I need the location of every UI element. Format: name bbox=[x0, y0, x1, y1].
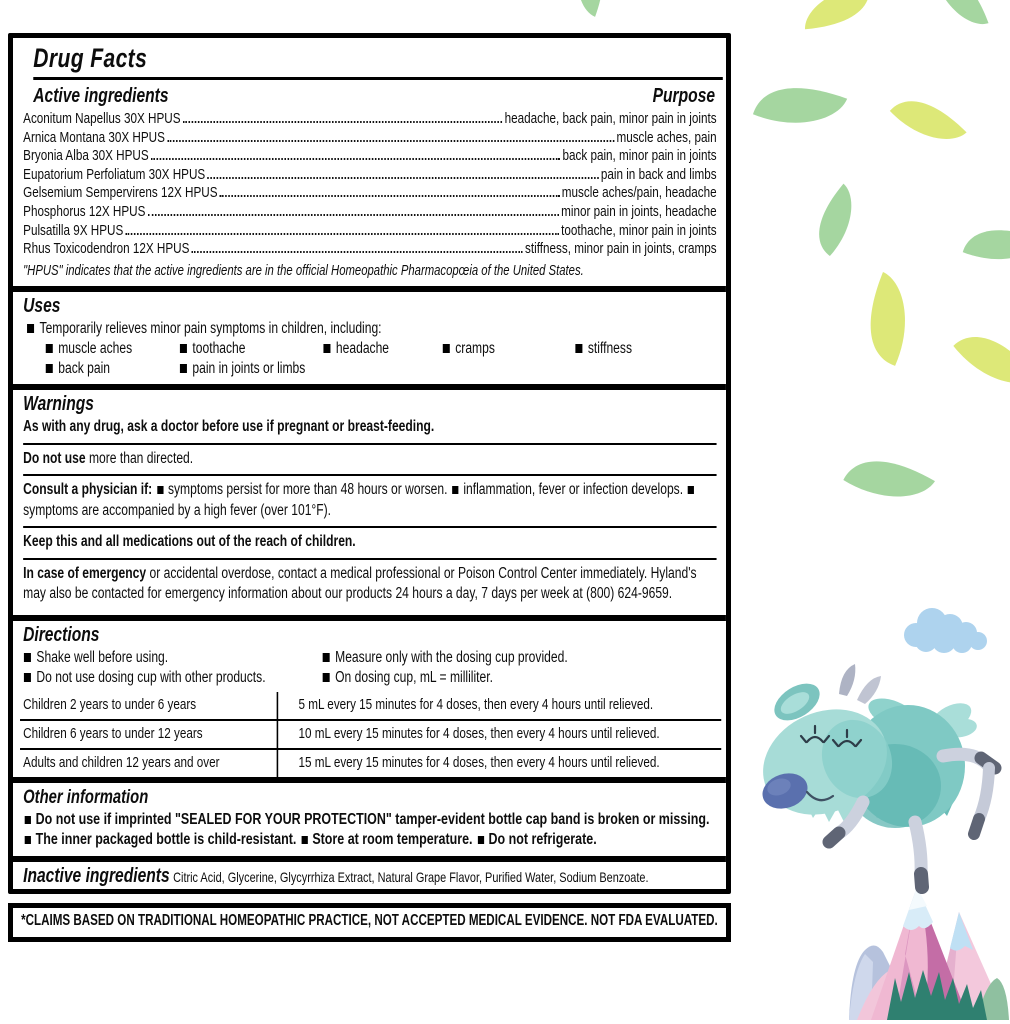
square-bullet-icon bbox=[443, 344, 450, 353]
square-bullet-icon bbox=[323, 653, 330, 662]
active-ingredients-heading: Active ingredients bbox=[33, 85, 169, 107]
square-bullet-icon bbox=[688, 486, 694, 494]
ingredient-name: Aconitum Napellus 30X HPUS bbox=[23, 110, 181, 127]
leader-dots bbox=[183, 121, 502, 123]
leaf-icon bbox=[794, 0, 879, 35]
ingredient-name: Rhus Toxicodendron 12X HPUS bbox=[23, 240, 190, 258]
dosage-dose: 5 mL every 15 minutes for 4 doses, then every 4 hours until relieved. bbox=[277, 692, 722, 719]
square-bullet-icon bbox=[452, 486, 458, 494]
ingredient-purpose: toothache, minor pain in joints bbox=[561, 221, 717, 239]
page-title: Drug Facts bbox=[33, 43, 148, 73]
leader-dots bbox=[167, 140, 614, 142]
dosage-dose: 15 mL every 15 minutes for 4 doses, then every 4 hours until relieved. bbox=[277, 750, 722, 777]
direction-bullet: On dosing cup, mL = milliliter. bbox=[323, 668, 722, 689]
cloud-icon bbox=[898, 603, 993, 653]
ingredient-purpose: minor pain in joints, headache bbox=[561, 202, 717, 220]
leader-dots bbox=[192, 251, 523, 253]
leaf-icon bbox=[946, 316, 1010, 408]
ingredient-row bbox=[23, 240, 716, 259]
square-bullet-icon bbox=[24, 653, 31, 662]
ingredient-row bbox=[23, 129, 716, 148]
ingredient-name: Eupatorium Perfoliatum 30X HPUS bbox=[23, 165, 206, 183]
ingredient-purpose: stiffness, minor pain in joints, cramps bbox=[524, 240, 717, 258]
ingredient-purpose: back pain, minor pain in joints bbox=[562, 147, 717, 165]
ingredient-name: Bryonia Alba 30X HPUS bbox=[23, 147, 149, 165]
dosage-group: Adults and children 12 years and over bbox=[23, 754, 220, 772]
square-bullet-icon bbox=[46, 364, 53, 373]
ingredient-row bbox=[23, 147, 716, 166]
leaf-icon bbox=[927, 0, 994, 40]
uses-intro: Temporarily relieves minor pain symptoms in children, including: bbox=[27, 319, 717, 340]
ingredient-purpose: muscle aches, pain bbox=[616, 128, 717, 146]
uses-heading: Uses bbox=[23, 294, 61, 317]
leaf-icon bbox=[884, 83, 972, 162]
use-item: back pain bbox=[46, 359, 180, 379]
square-bullet-icon bbox=[323, 673, 330, 682]
ingredient-row bbox=[23, 110, 716, 129]
ingredient-row bbox=[23, 203, 716, 222]
square-bullet-icon bbox=[301, 836, 307, 844]
leader-dots bbox=[151, 158, 560, 160]
ingredient-name: Phosphorus 12X HPUS bbox=[23, 202, 146, 220]
square-bullet-icon bbox=[27, 324, 34, 333]
dosage-row bbox=[20, 692, 721, 719]
square-bullet-icon bbox=[180, 344, 187, 353]
direction-bullet: Do not use dosing cup with other products. bbox=[24, 668, 323, 689]
ingredient-name: Arnica Montana 30X HPUS bbox=[23, 128, 165, 146]
square-bullet-icon bbox=[180, 364, 187, 373]
consult-physician-warning: Consult a physician if: symptoms persist for more than 48 hours or worsen. inflammation, fever or infection develops. symptoms are accompanied by a high fever (over 101°F). bbox=[23, 474, 716, 526]
use-item: muscle aches bbox=[46, 339, 180, 359]
leaf-icon bbox=[857, 268, 922, 370]
leaf-icon bbox=[838, 444, 940, 519]
dosage-table bbox=[20, 692, 721, 777]
square-bullet-icon bbox=[25, 816, 31, 824]
leader-dots bbox=[208, 177, 599, 179]
goat-illustration bbox=[745, 654, 1010, 1024]
leader-dots bbox=[126, 233, 559, 235]
uses-section bbox=[13, 286, 726, 385]
keep-out-of-reach-warning: Keep this and all medications out of the reach of children. bbox=[23, 526, 716, 558]
hpus-footnote: "HPUS" indicates that the active ingredients are in the official Homeopathic Pharmacopœia of the United States. bbox=[23, 262, 584, 279]
ingredient-row bbox=[23, 222, 716, 241]
use-item: stiffness bbox=[575, 339, 716, 359]
inactive-ingredients-heading: Inactive ingredients bbox=[23, 864, 170, 887]
directions-section bbox=[13, 615, 726, 777]
leaf-icon bbox=[566, 0, 612, 20]
dosage-group: Children 2 years to under 6 years bbox=[23, 696, 197, 714]
dosage-dose: 10 mL every 15 minutes for 4 doses, then every 4 hours until relieved. bbox=[277, 721, 722, 748]
warnings-section bbox=[13, 384, 726, 615]
do-not-use-warning: Do not use more than directed. bbox=[23, 443, 716, 475]
goat bbox=[746, 664, 995, 887]
square-bullet-icon bbox=[24, 673, 31, 682]
purpose-heading: Purpose bbox=[652, 85, 716, 107]
leaf-icon bbox=[803, 179, 871, 261]
square-bullet-icon bbox=[323, 344, 330, 353]
square-bullet-icon bbox=[157, 486, 163, 494]
warning-pregnancy: As with any drug, ask a doctor before use if pregnant or breast-feeding. bbox=[23, 418, 435, 436]
mountain bbox=[849, 887, 1009, 1020]
claims-box bbox=[8, 903, 731, 942]
direction-bullet: Shake well before using. bbox=[24, 648, 323, 669]
leader-dots bbox=[148, 214, 559, 216]
ingredient-purpose: muscle aches/pain, headache bbox=[561, 184, 717, 202]
leaf-icon bbox=[959, 219, 1010, 272]
other-information-section bbox=[13, 777, 726, 856]
inactive-ingredients-section bbox=[13, 856, 726, 894]
leader-dots bbox=[220, 195, 560, 197]
dosage-row bbox=[20, 719, 721, 748]
ingredient-purpose: headache, back pain, minor pain in joints bbox=[504, 110, 717, 127]
square-bullet-icon bbox=[575, 344, 582, 353]
dosage-row bbox=[20, 748, 721, 777]
active-ingredients-section bbox=[13, 80, 726, 286]
use-item: toothache bbox=[180, 339, 324, 359]
ingredient-name: Pulsatilla 9X HPUS bbox=[23, 221, 124, 239]
square-bullet-icon bbox=[478, 836, 484, 844]
warnings-heading: Warnings bbox=[23, 393, 94, 416]
dosage-group: Children 6 years to under 12 years bbox=[23, 725, 203, 743]
leaf-icon bbox=[749, 76, 852, 138]
drug-facts-box bbox=[8, 33, 731, 894]
claims-text: *CLAIMS BASED ON TRADITIONAL HOMEOPATHIC PRACTICE, NOT ACCEPTED MEDICAL EVIDENCE. NOT FDA EVALUATED. bbox=[21, 912, 718, 929]
ingredient-purpose: pain in back and limbs bbox=[600, 165, 717, 183]
direction-bullet: Measure only with the dosing cup provided. bbox=[323, 648, 722, 669]
other-information-text: Do not use if imprinted "SEALED FOR YOUR PROTECTION" tamper-evident bottle cap band is broken or missing. The inner packaged bottle is child-resistant. Store at room temperature. Do not refrigerate. bbox=[23, 810, 716, 851]
other-information-heading: Other information bbox=[23, 786, 149, 808]
ingredient-name: Gelsemium Sempervirens 12X HPUS bbox=[23, 184, 218, 202]
use-item: cramps bbox=[443, 339, 576, 359]
ingredient-row bbox=[23, 166, 716, 185]
use-item: pain in joints or limbs bbox=[180, 359, 324, 379]
use-item: headache bbox=[323, 339, 442, 359]
square-bullet-icon bbox=[25, 836, 31, 844]
inactive-ingredients-text: Citric Acid, Glycerine, Glycyrrhiza Extract, Natural Grape Flavor, Purified Water, Sodium Benzoate. bbox=[173, 868, 649, 885]
square-bullet-icon bbox=[46, 344, 53, 353]
directions-heading: Directions bbox=[23, 623, 100, 646]
ingredient-row bbox=[23, 184, 716, 203]
emergency-warning: In case of emergency or accidental overdose, contact a medical professional or Poison Control Center immediately. Hyland's may also be contacted for emergency information about our products 24 hours a day, 7 days per week at (800) 624-9659. bbox=[23, 558, 716, 610]
